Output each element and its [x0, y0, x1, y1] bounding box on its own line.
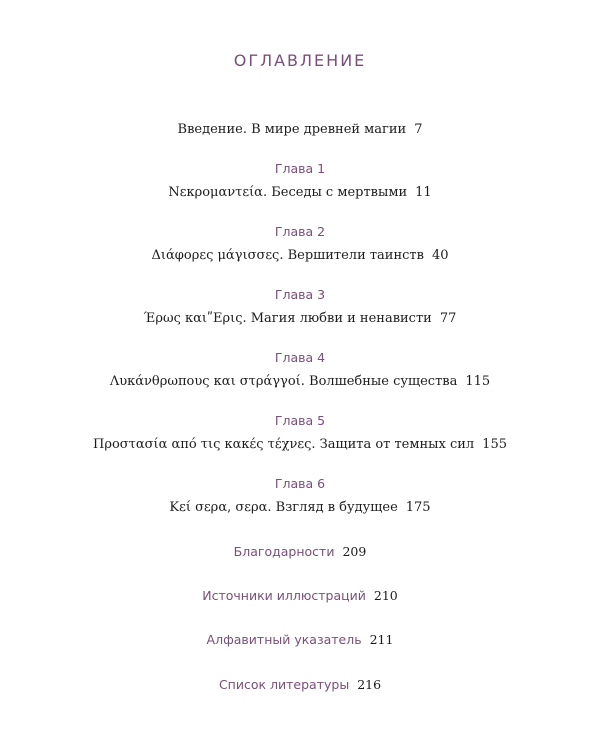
- page-number: 209: [342, 544, 367, 559]
- entry-title: Διάφορες μάγισσες. Вершители таинств: [151, 248, 424, 263]
- toc-entry-chapter-1[interactable]: [0, 185, 600, 200]
- toc-entry-chapter-2[interactable]: [0, 248, 600, 263]
- page-number: 77: [439, 311, 457, 326]
- entry-title: Προστασία από τις κακές τέχνες. Защита от темных сил: [92, 437, 475, 452]
- page-number: 211: [369, 632, 394, 647]
- chapter-label: Глава 3: [274, 287, 326, 302]
- page-number: 210: [373, 588, 398, 603]
- entry-title: Источники иллюстраций: [202, 588, 366, 603]
- entry-title: Λυκάνθρωπους και στράγγοί. Волшебные существа: [109, 374, 458, 389]
- toc-entry-acknowledgements[interactable]: [0, 544, 600, 559]
- toc-entry-chapter-5[interactable]: [0, 437, 600, 452]
- entry-title: Благодарности: [233, 544, 335, 559]
- page-number: 155: [482, 437, 507, 452]
- toc-entry-index[interactable]: [0, 632, 600, 647]
- chapter-label: Глава 2: [274, 224, 326, 239]
- toc-entry-illustration-sources[interactable]: [0, 588, 600, 603]
- toc-entry-intro[interactable]: [0, 122, 600, 137]
- toc-entry-bibliography[interactable]: [0, 677, 600, 692]
- entry-title: Список литературы: [218, 677, 350, 692]
- entry-title: Введение. В мире древней магии: [177, 122, 407, 137]
- toc-entry-chapter-4[interactable]: [0, 374, 600, 389]
- page-number: 216: [357, 677, 382, 692]
- entry-title: Έρως καιʺΕρις. Магия любви и ненависти: [143, 311, 432, 326]
- page-number: 7: [414, 122, 423, 137]
- entry-title: Νεκρομαντεία. Беседы с мертвыми: [168, 185, 408, 200]
- chapter-label: Глава 4: [274, 350, 326, 365]
- page-number: 11: [415, 185, 432, 200]
- page-number: 115: [465, 374, 491, 389]
- toc-entry-chapter-6[interactable]: [0, 500, 600, 515]
- entry-title: Κεί σερα, σερα. Взгляд в будущее: [169, 500, 398, 515]
- entry-title: Алфавитный указатель: [206, 632, 362, 647]
- toc-entry-chapter-3[interactable]: [0, 311, 600, 326]
- chapter-label: Глава 1: [274, 161, 326, 176]
- page-number: 40: [431, 248, 449, 263]
- toc-title: ОГЛАВЛЕНИЕ: [233, 51, 367, 70]
- chapter-label: Глава 6: [274, 476, 326, 491]
- chapter-label: Глава 5: [274, 413, 326, 428]
- page-number: 175: [405, 500, 431, 515]
